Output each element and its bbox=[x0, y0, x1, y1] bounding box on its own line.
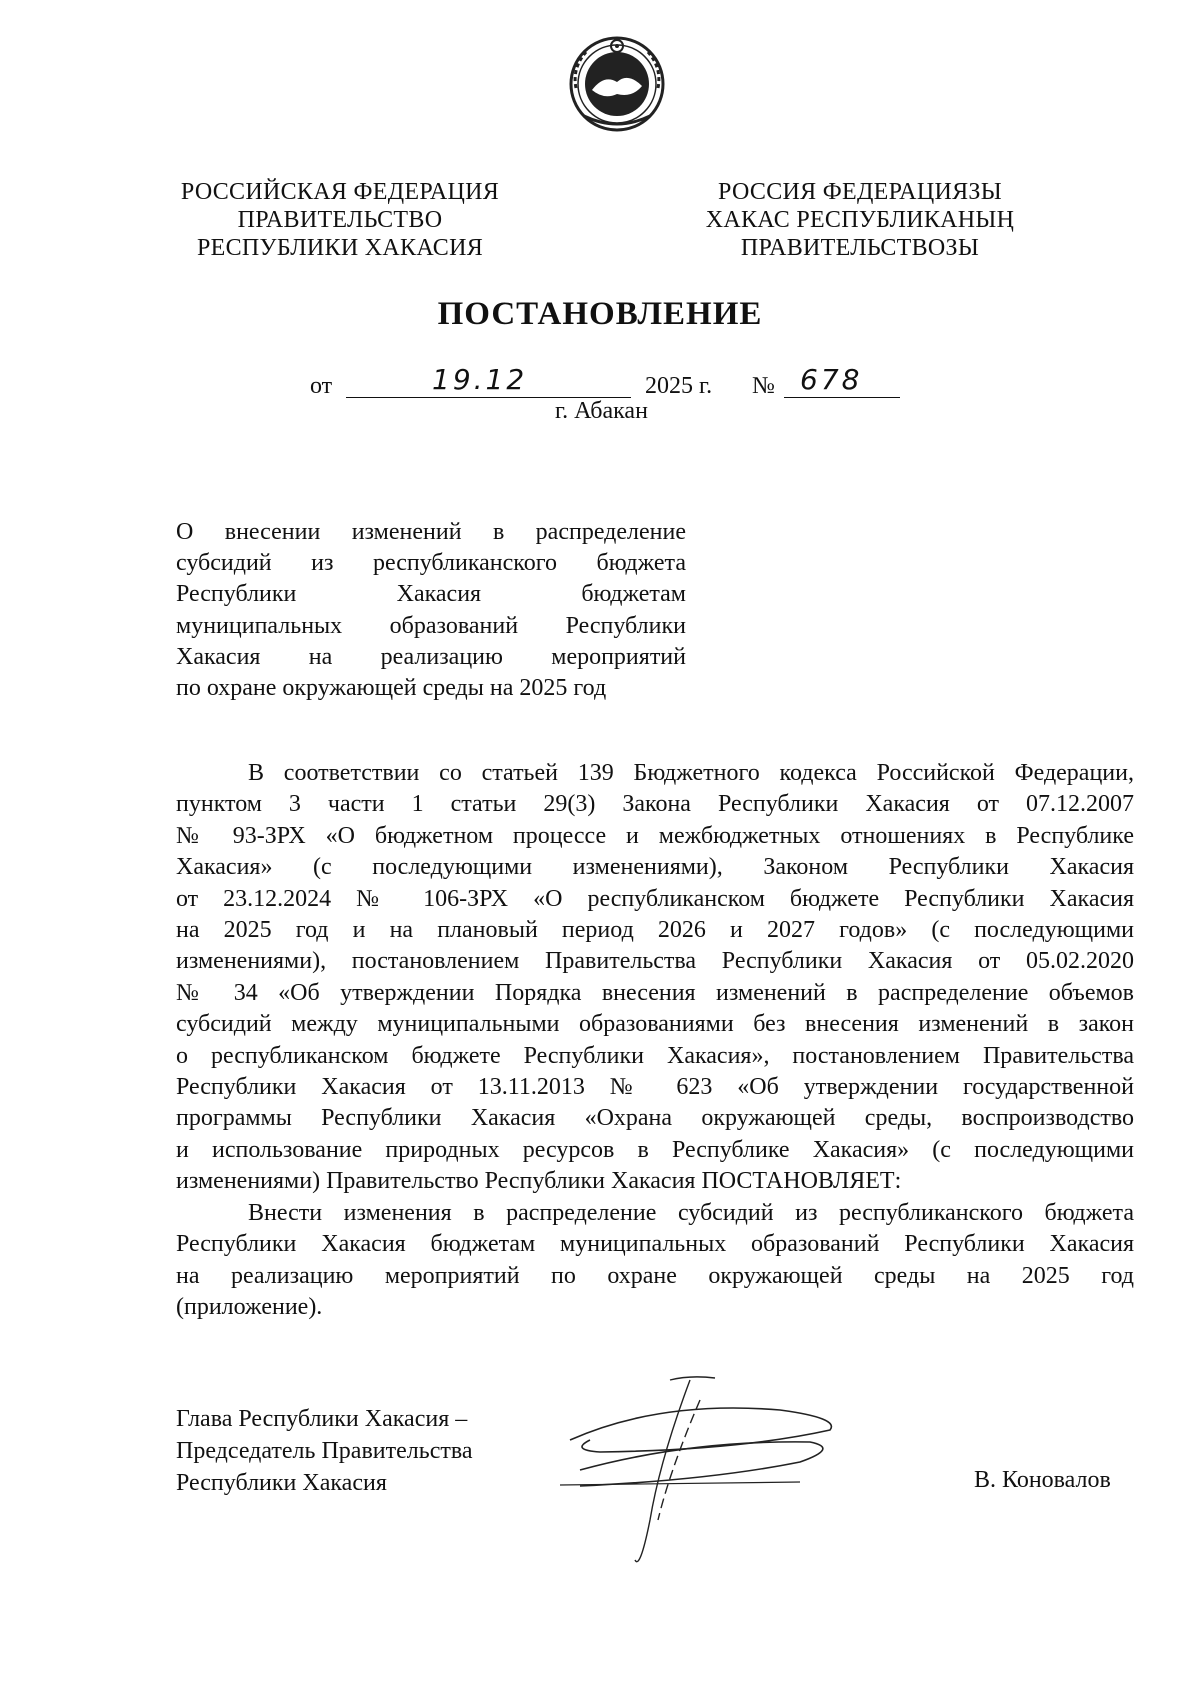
body-line: Внести изменения в распределение субсидий из республиканского бюджета bbox=[248, 1199, 1134, 1226]
year-text: 2025 г. bbox=[645, 373, 713, 399]
header-right-line: ПРАВИТЕЛЬСТВОЗЫ bbox=[740, 235, 980, 261]
signer-position-line: Председатель Правительства bbox=[176, 1438, 473, 1464]
signer-name: В. Коновалов bbox=[974, 1467, 1111, 1493]
body-line: программы Республики Хакасия «Охрана окружающей среды, воспроизводство bbox=[176, 1105, 1134, 1132]
body-line: № 93-ЗРХ «О бюджетном процессе и межбюджетных отношениях в Республике bbox=[176, 822, 1134, 849]
body-line: пунктом 3 части 1 статьи 29(3) Закона Республики Хакасия от 07.12.2007 bbox=[176, 791, 1134, 818]
body-line: от 23.12.2024 № 106-ЗРХ «О республиканском бюджете Республики Хакасия bbox=[176, 885, 1134, 912]
subject-line: субсидий из республиканского бюджета bbox=[176, 550, 686, 577]
number-sign: № bbox=[752, 373, 775, 399]
body-line: изменениями) Правительство Республики Хакасия ПОСТАНОВЛЯЕТ: bbox=[176, 1168, 902, 1195]
city: г. Абакан bbox=[555, 398, 648, 424]
signer-position-line: Глава Республики Хакасия – bbox=[176, 1406, 468, 1432]
document-type: ПОСТАНОВЛЕНИЕ bbox=[437, 296, 763, 332]
subject-line: Хакасия на реализацию мероприятий bbox=[176, 643, 686, 670]
document-subject bbox=[176, 517, 686, 704]
signer-position-line: Республики Хакасия bbox=[176, 1470, 387, 1496]
body-line: (приложение). bbox=[176, 1293, 323, 1320]
header-left bbox=[150, 178, 530, 262]
body-line: и использование природных ресурсов в Республике Хакасия» (с последующими bbox=[176, 1136, 1134, 1163]
header-right-line: ХАКАС РЕСПУБЛИКАНЫҢ bbox=[705, 207, 1015, 233]
header-left-line: РОССИЙСКАЯ ФЕДЕРАЦИЯ bbox=[180, 179, 500, 205]
body-line: на 2025 год и на плановый период 2026 и 2027 годов» (с последующими bbox=[176, 917, 1134, 944]
number-underline bbox=[784, 397, 900, 398]
signer-position bbox=[176, 1403, 473, 1499]
number-handwritten: 678 bbox=[800, 363, 863, 396]
body-line: на реализацию мероприятий по охране окружающей среды на 2025 год bbox=[176, 1262, 1134, 1289]
subject-line: О внесении изменений в распределение bbox=[176, 519, 686, 545]
date-prefix: от bbox=[310, 373, 333, 399]
date-handwritten: 19.12 bbox=[432, 363, 528, 396]
body-line: о республиканском бюджете Республики Хакасия», постановлением Правительства bbox=[176, 1042, 1134, 1069]
body-line: субсидий между муниципальными образованиями без внесения изменений в закон bbox=[176, 1011, 1134, 1038]
body-line: № 34 «Об утверждении Порядка внесения изменений в распределение объемов bbox=[176, 979, 1134, 1006]
header-right-line: РОССИЯ ФЕДЕРАЦИЯЗЫ bbox=[718, 179, 1002, 205]
signature-icon bbox=[540, 1370, 900, 1570]
body-line: Республики Хакасия от 13.11.2013 № 623 «Об утверждении государственной bbox=[176, 1074, 1134, 1101]
subject-line: муниципальных образований Республики bbox=[176, 612, 686, 639]
document-body bbox=[176, 758, 1134, 1323]
subject-line: Республики Хакасия бюджетам bbox=[176, 581, 686, 608]
header-left-line: РЕСПУБЛИКИ ХАКАСИЯ bbox=[196, 235, 484, 261]
header-right bbox=[660, 178, 1060, 262]
header-left-line: ПРАВИТЕЛЬСТВО bbox=[237, 207, 443, 233]
body-line: В соответствии со статьей 139 Бюджетного кодекса Российской Федерации, bbox=[248, 760, 1134, 786]
emblem-icon bbox=[562, 28, 672, 138]
body-line: Хакасия» (с последующими изменениями), Законом Республики Хакасия bbox=[176, 854, 1134, 881]
subject-line: по охране окружающей среды на 2025 год bbox=[176, 675, 607, 702]
body-line: Республики Хакасия бюджетам муниципальных образований Республики Хакасия bbox=[176, 1231, 1134, 1258]
body-line: изменениями), постановлением Правительства Республики Хакасия от 05.02.2020 bbox=[176, 948, 1134, 975]
